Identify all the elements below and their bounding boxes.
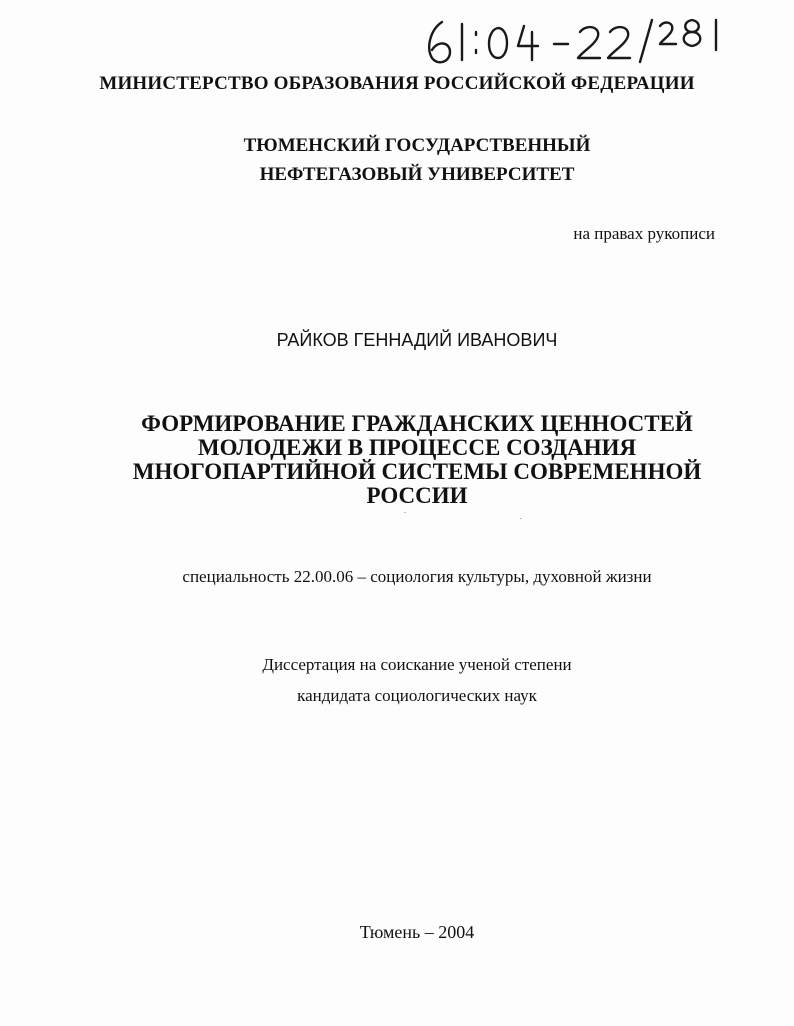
handwritten-archive-number-drawing [420,10,740,70]
city-year: Тюмень – 2004 [359,922,475,942]
degree-line-2: кандидата социологических наук [297,686,537,705]
title-line-2: МОЛОДЕЖИ В ПРОЦЕССЕ СОЗДАНИЯ [197,435,637,460]
title-line-4: РОССИИ [366,483,468,508]
dissertation-title [20,412,794,508]
university-name-line-1: ТЮМЕНСКИЙ ГОСУДАРСТВЕННЫЙ [243,135,591,156]
scan-speck [404,512,406,513]
title-line-1: ФОРМИРОВАНИЕ ГРАЖДАНСКИХ ЦЕННОСТЕЙ [141,411,693,436]
manuscript-note: на правах рукописи [573,224,715,243]
scan-speck [520,518,522,519]
author-name: РАЙКОВ ГЕННАДИЙ ИВАНОВИЧ [276,330,558,350]
specialty-line: специальность 22.00.06 – социология культуры, духовной жизни [182,567,652,586]
title-line-3: МНОГОПАРТИЙНОЙ СИСТЕМЫ СОВРЕМЕННОЙ [132,459,702,484]
ministry-heading: МИНИСТЕРСТВО ОБРАЗОВАНИЯ РОССИЙСКОЙ ФЕДЕРАЦИИ [99,73,695,94]
handwritten-archive-number [420,10,740,70]
degree-line-1: Диссертация на соискание ученой степени [262,655,572,674]
university-name-line-2: НЕФТЕГАЗОВЫЙ УНИВЕРСИТЕТ [259,164,575,185]
